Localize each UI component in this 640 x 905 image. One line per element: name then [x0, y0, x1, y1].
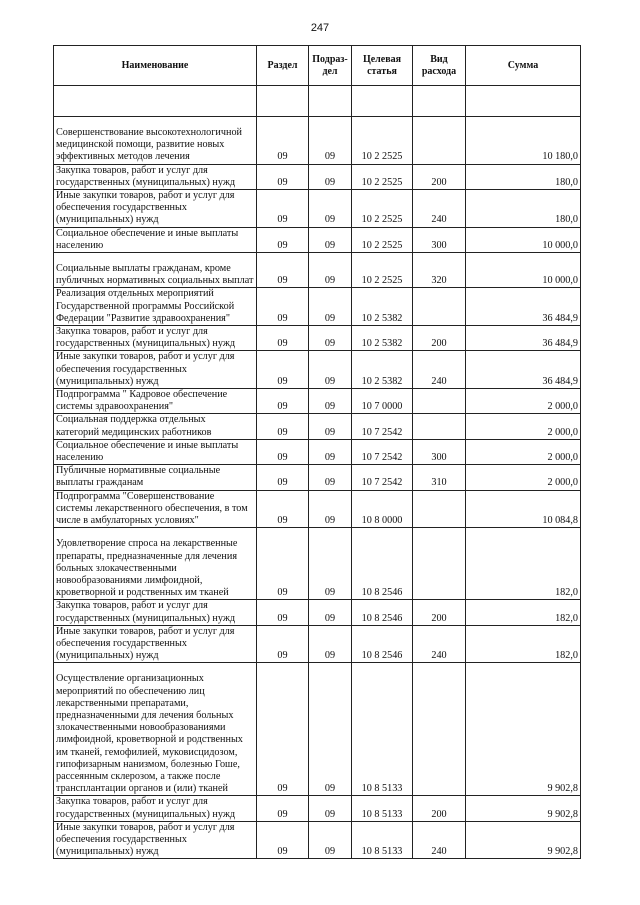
row-name: Иные закупки товаров, работ и услуг для обеспечения государственных (муниципальных) нужд	[54, 625, 257, 663]
row-sum: 10 000,0	[466, 227, 581, 252]
row-expense-type	[413, 389, 466, 414]
row-sum: 36 484,9	[466, 326, 581, 351]
row-sum: 182,0	[466, 528, 581, 600]
row-subsection: 09	[309, 351, 352, 389]
row-subsection: 09	[309, 465, 352, 490]
row-target: 10 8 5133	[352, 796, 413, 821]
row-name: Подпрограмма " Кадровое обеспечение системы здравоохранения"	[54, 389, 257, 414]
row-expense-type	[413, 117, 466, 165]
row-name: Публичные нормативные социальные выплаты гражданам	[54, 465, 257, 490]
row-name: Закупка товаров, работ и услуг для государственных (муниципальных) нужд	[54, 326, 257, 351]
table-row	[54, 190, 581, 228]
table-row	[54, 796, 581, 821]
row-subsection: 09	[309, 600, 352, 625]
row-sum: 10 180,0	[466, 117, 581, 165]
row-target: 10 2 5382	[352, 288, 413, 326]
row-sum: 9 902,8	[466, 796, 581, 821]
row-target: 10 2 2525	[352, 164, 413, 189]
row-sum: 9 902,8	[466, 821, 581, 859]
row-subsection: 09	[309, 625, 352, 663]
table-row	[54, 389, 581, 414]
row-subsection: 09	[309, 389, 352, 414]
table-row	[54, 351, 581, 389]
row-subsection: 09	[309, 117, 352, 165]
header-spacer-row	[54, 86, 581, 117]
table-row	[54, 164, 581, 189]
row-name: Реализация отдельных мероприятий Государственной программы Российской Федерации "Развитие здравоохранения"	[54, 288, 257, 326]
row-subsection: 09	[309, 528, 352, 600]
table-row	[54, 326, 581, 351]
budget-table	[53, 45, 581, 859]
row-expense-type	[413, 288, 466, 326]
row-target: 10 2 5382	[352, 326, 413, 351]
row-target: 10 7 2542	[352, 465, 413, 490]
row-expense-type	[413, 663, 466, 796]
row-name: Иные закупки товаров, работ и услуг для обеспечения государственных (муниципальных) нужд	[54, 190, 257, 228]
row-target: 10 2 2525	[352, 253, 413, 288]
row-sum: 182,0	[466, 600, 581, 625]
row-expense-type: 200	[413, 796, 466, 821]
header-target: Целевая статья	[352, 46, 413, 86]
row-expense-type: 320	[413, 253, 466, 288]
row-target: 10 2 5382	[352, 351, 413, 389]
row-sum: 2 000,0	[466, 389, 581, 414]
row-sum: 180,0	[466, 190, 581, 228]
row-name: Осуществление организационных мероприятий по обеспечению лиц лекарственными препаратами, предназначенными для лечения больных злокачественными новообразованиями лимфоидной, кроветворной и родственных им тканей, гемофилией, муковисцидозом, гипофизарным нанизмом, болезнью Гоше, рассеянным склерозом, а также после трансплантации органов и (или) тканей	[54, 663, 257, 796]
row-sum: 10 084,8	[466, 490, 581, 528]
row-section: 09	[257, 414, 309, 439]
table-row	[54, 663, 581, 796]
row-target: 10 8 2546	[352, 625, 413, 663]
row-subsection: 09	[309, 190, 352, 228]
row-target: 10 8 5133	[352, 821, 413, 859]
table-row	[54, 414, 581, 439]
row-name: Иные закупки товаров, работ и услуг для обеспечения государственных (муниципальных) нужд	[54, 821, 257, 859]
row-expense-type	[413, 414, 466, 439]
row-section: 09	[257, 326, 309, 351]
row-target: 10 2 2525	[352, 227, 413, 252]
table-row	[54, 490, 581, 528]
header-sum: Сумма	[466, 46, 581, 86]
row-section: 09	[257, 600, 309, 625]
row-subsection: 09	[309, 663, 352, 796]
row-name: Социальная поддержка отдельных категорий медицинских работников	[54, 414, 257, 439]
row-subsection: 09	[309, 414, 352, 439]
row-sum: 10 000,0	[466, 253, 581, 288]
row-expense-type: 240	[413, 821, 466, 859]
row-name: Социальное обеспечение и иные выплаты населению	[54, 439, 257, 464]
table-header-row	[54, 46, 581, 86]
table-row	[54, 465, 581, 490]
row-expense-type: 200	[413, 164, 466, 189]
table-row	[54, 288, 581, 326]
row-sum: 9 902,8	[466, 663, 581, 796]
row-sum: 2 000,0	[466, 439, 581, 464]
row-section: 09	[257, 117, 309, 165]
row-target: 10 8 2546	[352, 528, 413, 600]
page-number: 247	[310, 22, 330, 34]
row-expense-type: 300	[413, 227, 466, 252]
table-row	[54, 253, 581, 288]
row-target: 10 7 2542	[352, 439, 413, 464]
row-name: Социальное обеспечение и иные выплаты населению	[54, 227, 257, 252]
row-sum: 2 000,0	[466, 465, 581, 490]
table-row	[54, 227, 581, 252]
row-section: 09	[257, 288, 309, 326]
row-subsection: 09	[309, 227, 352, 252]
table-row	[54, 439, 581, 464]
row-expense-type: 300	[413, 439, 466, 464]
row-section: 09	[257, 490, 309, 528]
row-target: 10 8 0000	[352, 490, 413, 528]
row-sum: 180,0	[466, 164, 581, 189]
row-subsection: 09	[309, 796, 352, 821]
row-section: 09	[257, 439, 309, 464]
row-subsection: 09	[309, 439, 352, 464]
row-expense-type: 240	[413, 351, 466, 389]
row-sum: 36 484,9	[466, 288, 581, 326]
header-expense-type: Вид расхода	[413, 46, 466, 86]
table-row	[54, 600, 581, 625]
row-name: Совершенствование высокотехнологичной медицинской помощи, развитие новых эффективных методов лечения	[54, 117, 257, 165]
row-section: 09	[257, 821, 309, 859]
row-subsection: 09	[309, 253, 352, 288]
row-name: Закупка товаров, работ и услуг для государственных (муниципальных) нужд	[54, 164, 257, 189]
row-section: 09	[257, 528, 309, 600]
row-name: Подпрограмма "Совершенствование системы лекарственного обеспечения, в том числе в амбулаторных условиях"	[54, 490, 257, 528]
row-subsection: 09	[309, 490, 352, 528]
row-target: 10 7 2542	[352, 414, 413, 439]
table-body	[54, 117, 581, 859]
row-expense-type: 240	[413, 625, 466, 663]
row-subsection: 09	[309, 821, 352, 859]
row-expense-type: 200	[413, 600, 466, 625]
row-name: Социальные выплаты гражданам, кроме публичных нормативных социальных выплат	[54, 253, 257, 288]
row-section: 09	[257, 190, 309, 228]
row-sum: 2 000,0	[466, 414, 581, 439]
row-target: 10 7 0000	[352, 389, 413, 414]
row-expense-type	[413, 490, 466, 528]
header-name: Наименование	[54, 46, 257, 86]
table-row	[54, 625, 581, 663]
row-name: Иные закупки товаров, работ и услуг для обеспечения государственных (муниципальных) нужд	[54, 351, 257, 389]
row-name: Закупка товаров, работ и услуг для государственных (муниципальных) нужд	[54, 796, 257, 821]
table-row	[54, 117, 581, 165]
table-row	[54, 821, 581, 859]
header-subsection: Подраз- дел	[309, 46, 352, 86]
row-section: 09	[257, 389, 309, 414]
row-name: Закупка товаров, работ и услуг для государственных (муниципальных) нужд	[54, 600, 257, 625]
row-name: Удовлетворение спроса на лекарственные препараты, предназначенные для лечения больных злокачественными новообразованиями лимфоидной, кроветворной и родственных им тканей	[54, 528, 257, 600]
row-section: 09	[257, 253, 309, 288]
row-expense-type: 240	[413, 190, 466, 228]
row-sum: 36 484,9	[466, 351, 581, 389]
row-section: 09	[257, 227, 309, 252]
row-subsection: 09	[309, 326, 352, 351]
row-subsection: 09	[309, 288, 352, 326]
row-section: 09	[257, 625, 309, 663]
row-section: 09	[257, 351, 309, 389]
row-section: 09	[257, 796, 309, 821]
table-row	[54, 528, 581, 600]
row-target: 10 8 5133	[352, 663, 413, 796]
row-expense-type: 200	[413, 326, 466, 351]
row-section: 09	[257, 465, 309, 490]
header-section: Раздел	[257, 46, 309, 86]
row-expense-type: 310	[413, 465, 466, 490]
row-target: 10 2 2525	[352, 190, 413, 228]
row-target: 10 8 2546	[352, 600, 413, 625]
row-subsection: 09	[309, 164, 352, 189]
row-section: 09	[257, 164, 309, 189]
row-section: 09	[257, 663, 309, 796]
row-target: 10 2 2525	[352, 117, 413, 165]
row-sum: 182,0	[466, 625, 581, 663]
row-expense-type	[413, 528, 466, 600]
